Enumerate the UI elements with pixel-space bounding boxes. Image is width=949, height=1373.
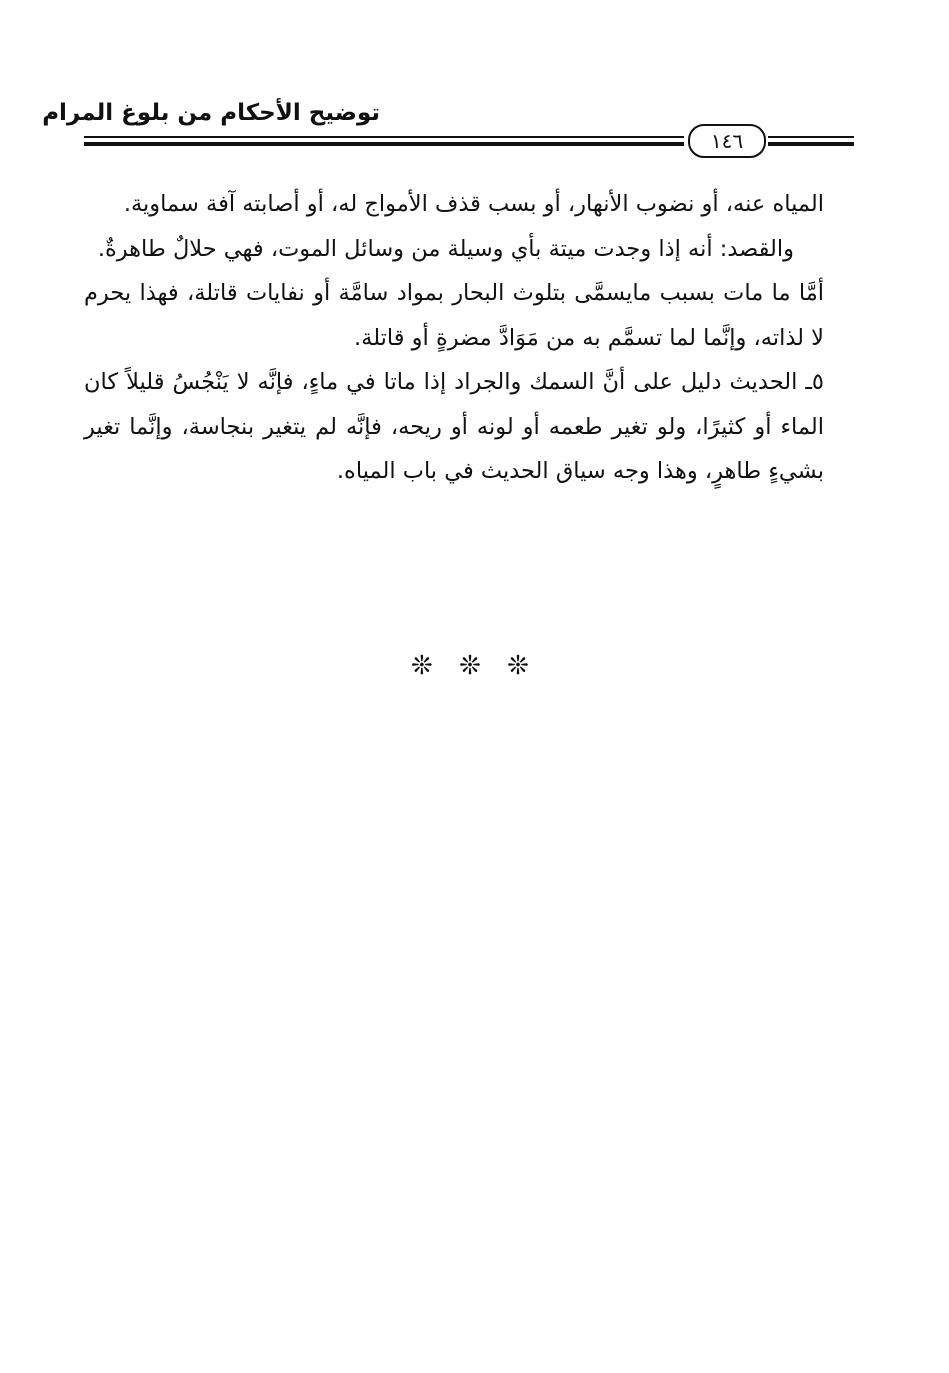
paragraph-continuation: المياه عنه، أو نضوب الأنهار، أو بسب قذف الأمواج له، أو أصابته آفة سماوية. [123, 191, 824, 217]
header-rule-thin-right [768, 136, 854, 138]
body-text [84, 182, 824, 494]
header-rule-thick [84, 142, 684, 146]
section-divider-stars: ❊ ❊ ❊ [411, 651, 529, 681]
header-rule-thin [84, 136, 684, 138]
paragraph-exception: أمَّا ما مات بسبب مايسمَّى بتلوث البحار بمواد سامَّة أو نفايات قاتلة، فهذا يحرم لا لذاته، وإنَّما لما تسمَّم به من مَوَادَّ مضرةٍ أو قاتلة. [84, 280, 824, 351]
paragraph-point-5: ٥ـ الحديث دليل على أنَّ السمك والجراد إذا ماتا في ماءٍ، فإنَّه لا يَنْجُسُ قليلاً كان الماء أو كثيرًا، ولو تغير طعمه أو لونه أو ريحه، فإنَّه لم يتغير بنجاسة، وإنَّما تغير بشيءٍ طاهرٍ، وهذا وجه سياق الحديث في باب المياه. [84, 369, 824, 484]
page-number: ١٤٦ [688, 124, 766, 158]
running-title: توضيح الأحكام من بلوغ المرام [42, 100, 380, 126]
paragraph-intent: والقصد: أنه إذا وجدت ميتة بأي وسيلة من وسائل الموت، فهي حلالٌ طاهرةٌ. [97, 235, 794, 262]
header-rule-thick-right [768, 142, 854, 146]
